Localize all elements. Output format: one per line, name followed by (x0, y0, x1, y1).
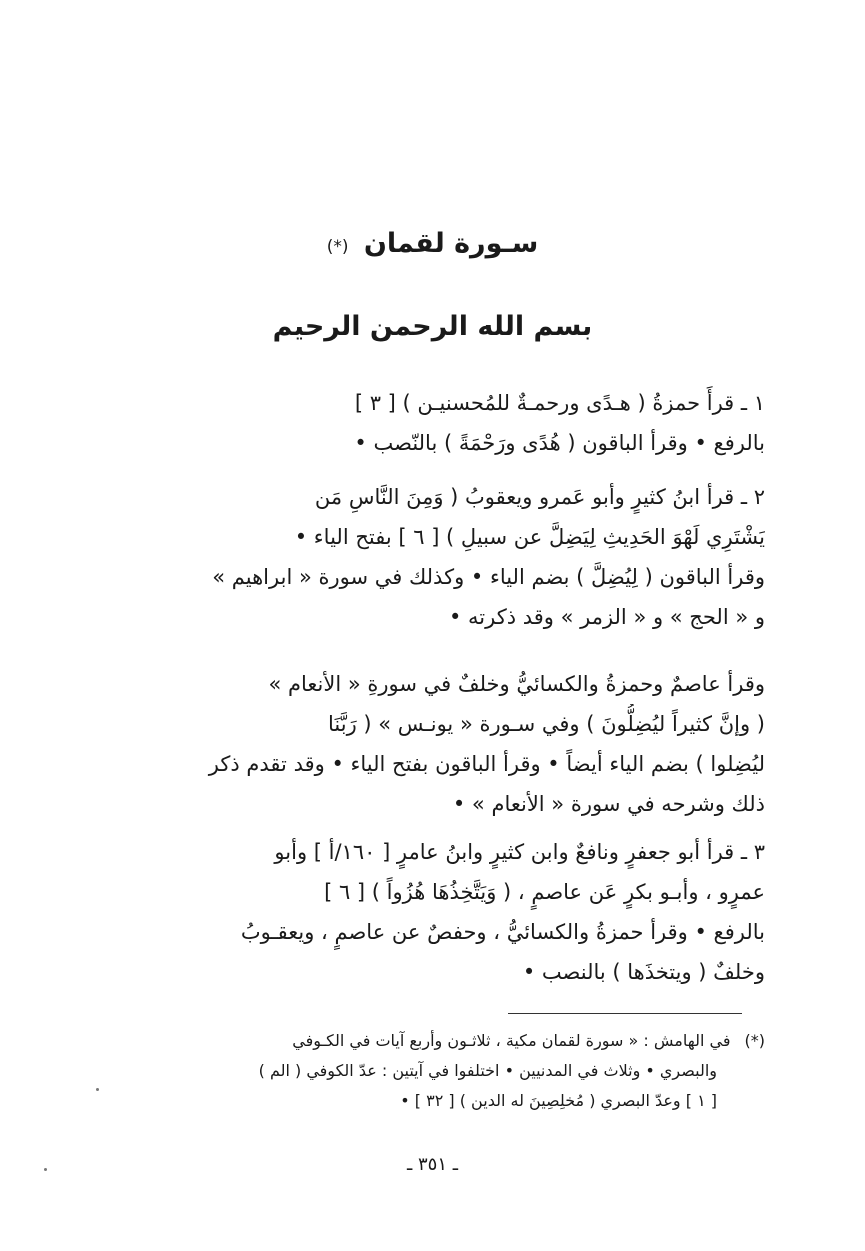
scan-speck (96, 1088, 99, 1091)
paragraph-4 (100, 832, 765, 992)
footnote-line: والبصري • وثلاث في المدنيين • اختلفوا في آيتين : عدّ الكوفي ( الم ) (258, 1061, 717, 1080)
basmala: بسم الله الرحمن الرحيم (272, 311, 593, 342)
paragraph-2 (100, 477, 765, 637)
surah-title (0, 222, 865, 269)
footnote (100, 1026, 765, 1116)
footnote-line: [ ١ ] وعدّ البصري ( مُخلِصِينَ له الدين ) [ ٣٢ ] • (400, 1091, 717, 1110)
paragraph-line: ليُضِلوا ) بضم الياء أيضاً • وقرأ الباقون بفتح الياء • وقد تقدم ذكر (208, 752, 765, 776)
surah-title-footnote-mark: (*) (326, 237, 349, 257)
paragraph-3 (100, 664, 765, 824)
footnote-line (100, 1026, 765, 1056)
paragraph-line: وخلفٌ ( ويتخذَها ) بالنصب • (522, 960, 765, 984)
footnote-line-text: في الهامش : « سورة لقمان مكية ، ثلاثـون وأربع آيات في الكـوفي (292, 1031, 731, 1050)
paragraph-line: ( وإنَّ كثيراً ليُضِلُّونَ ) وفي سـورة « يونـس » ( رَبَّنَا (328, 712, 765, 736)
paragraph-line: ذلك وشرحه في سورة « الأنعام » • (452, 792, 765, 816)
paragraph-line: عمرٍو ، وأبـو بكرٍ عَن عاصمٍ ، ( وَيَتَّخِذُهَا هُزُواً ) [ ٦ ] (324, 880, 765, 904)
paragraph-line: بالرفع • وقرأ حمزةُ والكسائيُّ ، وحفصٌ عن عاصمٍ ، ويعقـوبُ (240, 920, 765, 944)
scan-speck (44, 1168, 47, 1171)
paragraph-line: وقرأ الباقون ( لِيُضِلَّ ) بضم الياء • وكذلك في سورة « ابراهيم » (212, 565, 765, 589)
paragraph-line: وقرأ عاصمٌ وحمزةُ والكسائيُّ وخلفٌ في سورةِ « الأنعام » (268, 672, 765, 696)
paragraph-1 (100, 383, 765, 463)
footnote-marker: (*) (744, 1031, 765, 1050)
paragraph-line: ٢ ـ قرأ ابنُ كثيرٍ وأبو عَمرو ويعقوبُ ( وَمِنَ النَّاسِ مَن (314, 485, 765, 509)
paragraph-line: و « الحج » و « الزمر » وقد ذكرته • (448, 605, 765, 629)
page-number: ـ ٣٥١ ـ (406, 1154, 458, 1175)
paragraph-line: بالرفع • وقرأ الباقون ( هُدًى ورَحْمَةً ) بالنّصب • (354, 431, 765, 455)
paragraph-line: يَشْتَرِي لَهْوَ الحَدِيثِ لِيَضِلَّ عن سبيلِ ) [ ٦ ] بفتح الياء • (294, 525, 765, 549)
footnote-divider (508, 1013, 742, 1014)
surah-title-text: سـورة لقمان (363, 228, 539, 259)
paragraph-line: ١ ـ قرأَ حمزةُ ( هـدًى ورحمـةٌ للمُحسنيـن ) [ ٣ ] (354, 391, 765, 415)
paragraph-line: ٣ ـ قرأ أبو جعفرٍ ونافعٌ وابن كثيرٍ وابنُ عامرٍ [ ١٦٠/أ ] وأبو (274, 840, 765, 864)
